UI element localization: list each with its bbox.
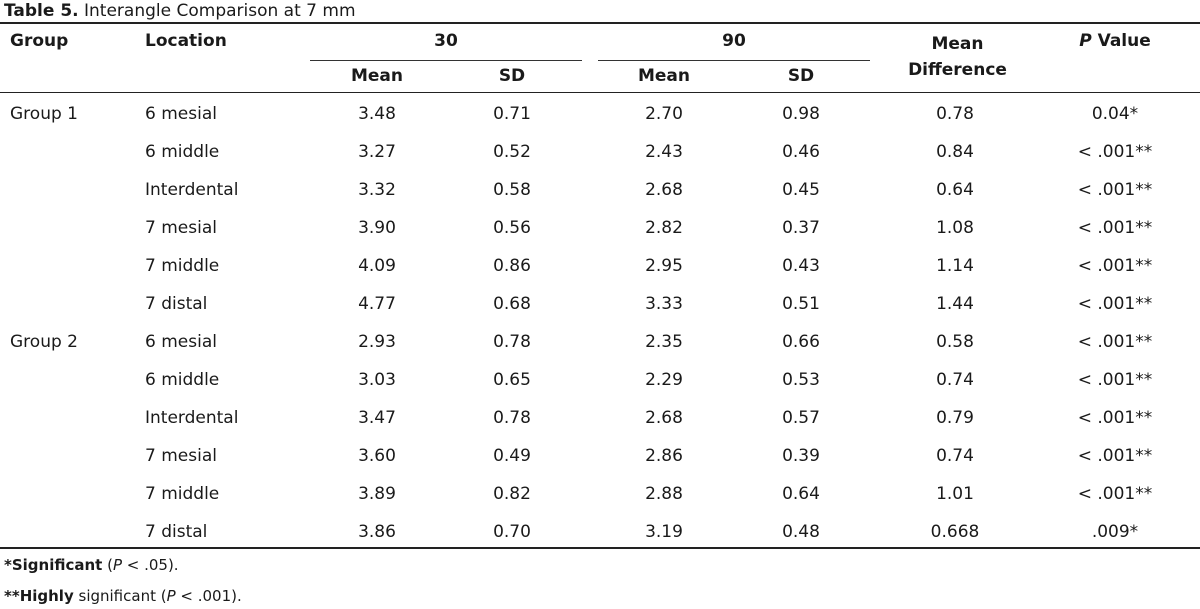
cell-mean-30: 3.27 xyxy=(358,142,396,162)
cell-mean-90: 3.33 xyxy=(645,294,683,314)
cell-mean-90: 3.19 xyxy=(645,522,683,542)
cell-sd-90: 0.46 xyxy=(782,142,820,162)
footnote-significant-label: *Significant xyxy=(4,556,103,574)
cell-mean-90: 2.68 xyxy=(645,180,683,200)
cell-sd-90: 0.48 xyxy=(782,522,820,542)
cell-mean-30: 4.77 xyxy=(358,294,396,314)
cell-sd-90: 0.57 xyxy=(782,408,820,428)
table-row xyxy=(0,209,1200,247)
top-rule xyxy=(0,22,1200,24)
footnote-highly-label: **Highly xyxy=(4,587,74,605)
cell-sd-90: 0.45 xyxy=(782,180,820,200)
header-sd-90: SD xyxy=(787,66,815,86)
cell-mean-30: 3.89 xyxy=(358,484,396,504)
cell-location: 7 mesial xyxy=(145,446,217,466)
table-number: Table 5. xyxy=(4,1,79,21)
table-row xyxy=(0,171,1200,209)
cell-sd-30: 0.78 xyxy=(493,408,531,428)
subrule-30 xyxy=(310,60,582,61)
table-row xyxy=(0,95,1200,133)
cell-sd-30: 0.56 xyxy=(493,218,531,238)
table-title: Interangle Comparison at 7 mm xyxy=(84,1,356,21)
header-angle-90: 90 xyxy=(722,31,746,51)
header-group: Group xyxy=(10,31,69,51)
table-row xyxy=(0,513,1200,551)
header-location: Location xyxy=(145,31,227,51)
cell-p-value: < .001** xyxy=(1077,256,1153,276)
cell-p-value: < .001** xyxy=(1077,370,1153,390)
table-row xyxy=(0,361,1200,399)
table-row xyxy=(0,285,1200,323)
cell-mean-30: 3.60 xyxy=(358,446,396,466)
cell-mean-30: 2.93 xyxy=(358,332,396,352)
table-row xyxy=(0,437,1200,475)
cell-mean-difference: 0.78 xyxy=(936,104,974,124)
cell-mean-difference: 1.44 xyxy=(936,294,974,314)
table-row xyxy=(0,475,1200,513)
cell-sd-30: 0.58 xyxy=(493,180,531,200)
cell-sd-30: 0.52 xyxy=(493,142,531,162)
cell-mean-90: 2.43 xyxy=(645,142,683,162)
cell-location: 6 mesial xyxy=(145,332,217,352)
cell-location: 6 mesial xyxy=(145,104,217,124)
cell-mean-30: 3.32 xyxy=(358,180,396,200)
cell-mean-difference: 1.14 xyxy=(936,256,974,276)
cell-mean-difference: 0.84 xyxy=(936,142,974,162)
table-row xyxy=(0,399,1200,437)
cell-sd-90: 0.51 xyxy=(782,294,820,314)
cell-sd-30: 0.49 xyxy=(493,446,531,466)
cell-p-value: < .001** xyxy=(1077,408,1153,428)
cell-p-value: < .001** xyxy=(1077,180,1153,200)
cell-p-value: 0.04* xyxy=(1091,104,1139,124)
header-mean-30: Mean xyxy=(350,66,404,86)
table-row xyxy=(0,247,1200,285)
cell-mean-30: 3.86 xyxy=(358,522,396,542)
cell-sd-90: 0.98 xyxy=(782,104,820,124)
cell-mean-90: 2.35 xyxy=(645,332,683,352)
cell-mean-30: 4.09 xyxy=(358,256,396,276)
cell-mean-difference: 0.58 xyxy=(936,332,974,352)
cell-sd-30: 0.82 xyxy=(493,484,531,504)
cell-mean-difference: 0.74 xyxy=(936,446,974,466)
footnote-significant xyxy=(4,556,179,574)
cell-group: Group 1 xyxy=(10,104,78,124)
footnote-highly-p: P xyxy=(166,587,176,605)
cell-location: Interdental xyxy=(145,408,239,428)
cell-mean-90: 2.86 xyxy=(645,446,683,466)
header-rule xyxy=(0,92,1200,93)
footnote-significant-p: P xyxy=(112,556,122,574)
cell-mean-difference: 0.64 xyxy=(936,180,974,200)
cell-location: 7 middle xyxy=(145,256,220,276)
cell-mean-30: 3.90 xyxy=(358,218,396,238)
cell-mean-90: 2.68 xyxy=(645,408,683,428)
cell-mean-difference: 1.08 xyxy=(936,218,974,238)
cell-mean-difference: 1.01 xyxy=(936,484,974,504)
cell-sd-90: 0.53 xyxy=(782,370,820,390)
cell-mean-90: 2.82 xyxy=(645,218,683,238)
cell-sd-30: 0.78 xyxy=(493,332,531,352)
cell-p-value: .009* xyxy=(1091,522,1139,542)
footnote-highly-word: significant ( xyxy=(73,587,167,605)
cell-mean-90: 2.70 xyxy=(645,104,683,124)
cell-sd-30: 0.86 xyxy=(493,256,531,276)
cell-mean-difference: 0.668 xyxy=(930,522,980,542)
bottom-rule xyxy=(0,547,1200,549)
footnote-significant-open: ( xyxy=(102,556,113,574)
header-p-value xyxy=(1040,31,1190,51)
header-angle-30: 30 xyxy=(434,31,458,51)
footnote-significant-rest: < .05). xyxy=(122,556,179,574)
footnote-highly-rest: < .001). xyxy=(175,587,242,605)
footnote-highly-significant xyxy=(4,587,242,605)
cell-sd-30: 0.71 xyxy=(493,104,531,124)
header-p-word: Value xyxy=(1097,31,1151,51)
header-sd-30: SD xyxy=(498,66,526,86)
cell-location: 7 middle xyxy=(145,484,220,504)
cell-p-value: < .001** xyxy=(1077,332,1153,352)
cell-mean-30: 3.48 xyxy=(358,104,396,124)
cell-location: Interdental xyxy=(145,180,239,200)
table-caption xyxy=(4,0,356,22)
cell-mean-30: 3.03 xyxy=(358,370,396,390)
cell-p-value: < .001** xyxy=(1077,446,1153,466)
cell-location: 7 distal xyxy=(145,522,208,542)
header-mean-difference-line2: Difference xyxy=(908,60,1007,80)
cell-sd-30: 0.68 xyxy=(493,294,531,314)
cell-sd-90: 0.64 xyxy=(782,484,820,504)
cell-sd-30: 0.65 xyxy=(493,370,531,390)
header-mean-difference xyxy=(880,31,1035,83)
cell-mean-90: 2.95 xyxy=(645,256,683,276)
table-row xyxy=(0,133,1200,171)
header-mean-difference-line1: Mean xyxy=(931,34,984,54)
cell-sd-90: 0.43 xyxy=(782,256,820,276)
cell-mean-difference: 0.74 xyxy=(936,370,974,390)
cell-p-value: < .001** xyxy=(1077,142,1153,162)
cell-sd-90: 0.37 xyxy=(782,218,820,238)
header-mean-90: Mean xyxy=(637,66,691,86)
cell-mean-30: 3.47 xyxy=(358,408,396,428)
cell-sd-90: 0.66 xyxy=(782,332,820,352)
cell-p-value: < .001** xyxy=(1077,484,1153,504)
table-row xyxy=(0,323,1200,361)
cell-sd-30: 0.70 xyxy=(493,522,531,542)
cell-location: 7 distal xyxy=(145,294,208,314)
cell-p-value: < .001** xyxy=(1077,294,1153,314)
cell-location: 6 middle xyxy=(145,370,220,390)
subrule-90 xyxy=(598,60,870,61)
header-p-letter: P xyxy=(1079,31,1092,51)
cell-mean-90: 2.29 xyxy=(645,370,683,390)
cell-p-value: < .001** xyxy=(1077,218,1153,238)
cell-mean-difference: 0.79 xyxy=(936,408,974,428)
cell-mean-90: 2.88 xyxy=(645,484,683,504)
cell-group: Group 2 xyxy=(10,332,78,352)
cell-location: 7 mesial xyxy=(145,218,217,238)
cell-sd-90: 0.39 xyxy=(782,446,820,466)
cell-location: 6 middle xyxy=(145,142,220,162)
